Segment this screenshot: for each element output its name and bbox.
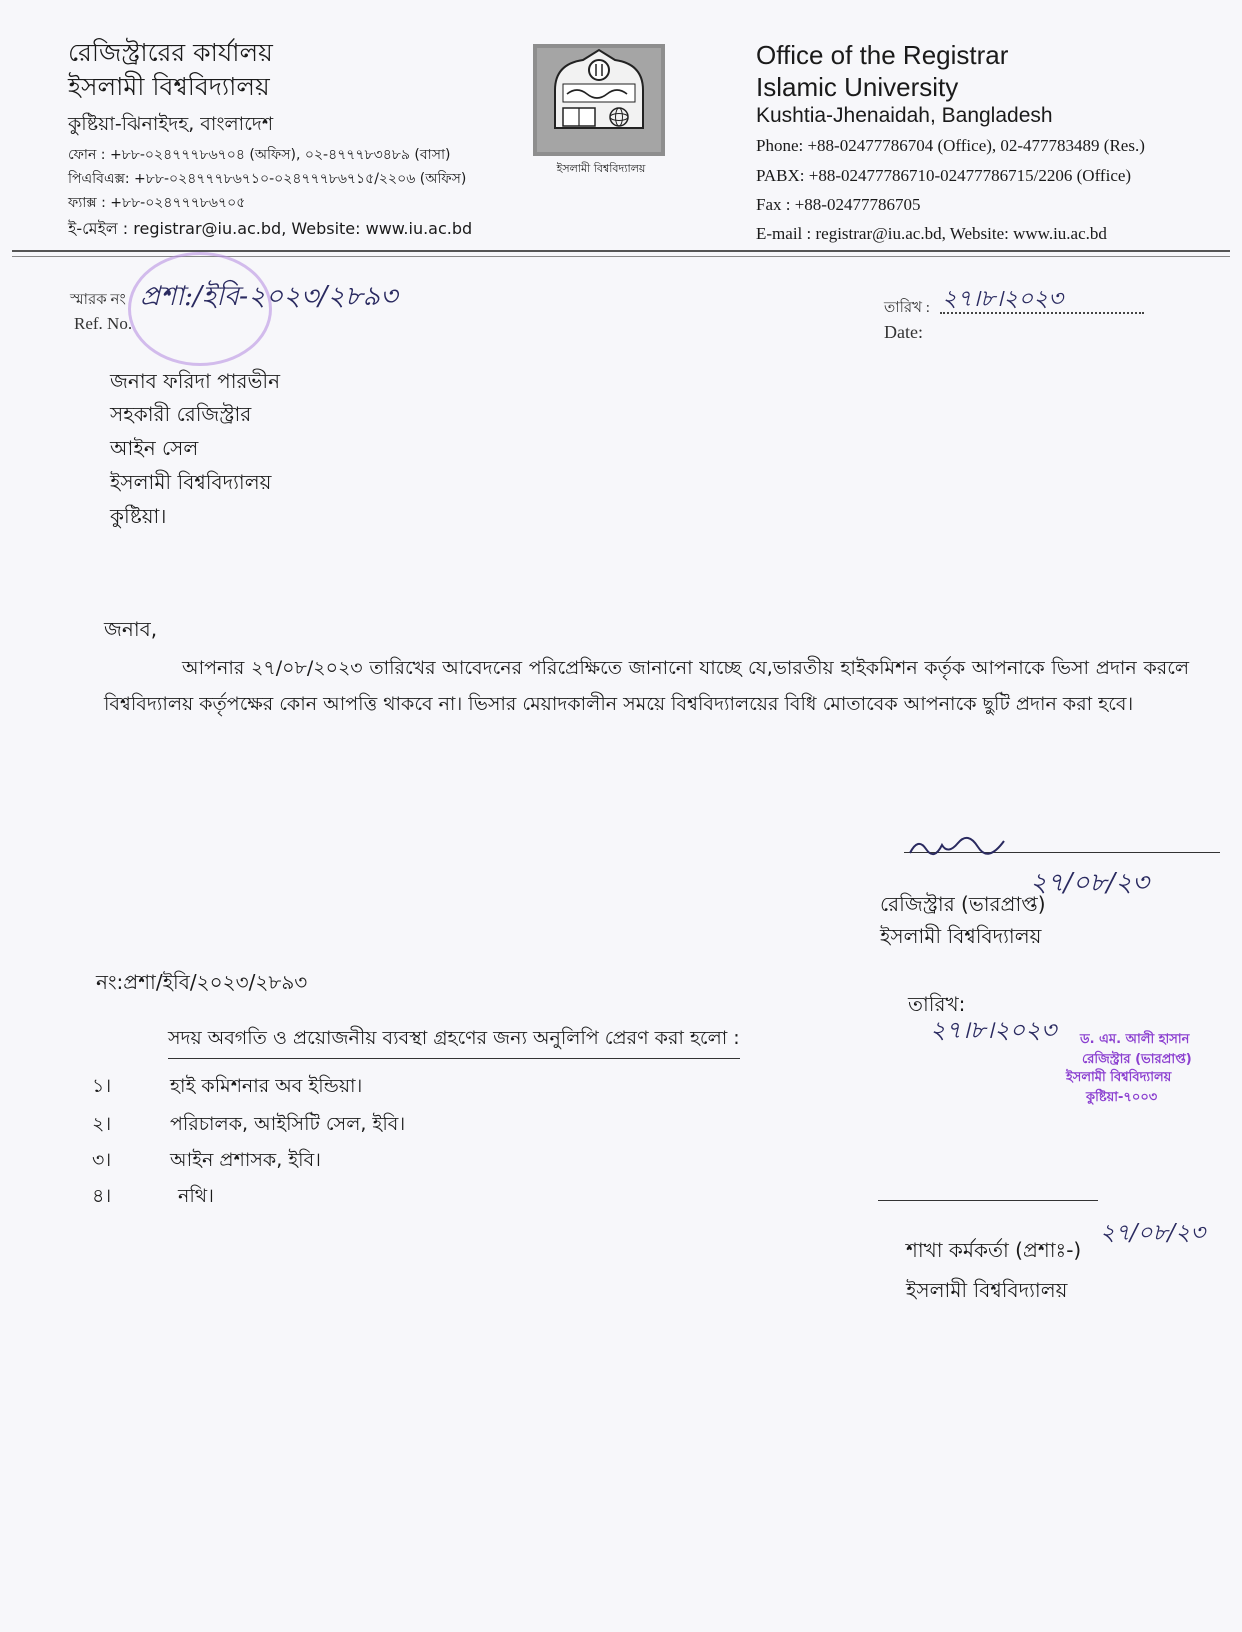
letter-body: আপনার ২৭/০৮/২০২৩ তারিখের আবেদনের পরিপ্রেক্ষিতে জানানো যাচ্ছে যে,ভারতীয় হাইকমিশন কর্তৃক আপনাকে ভিসা প্রদান করলে বিশ্ববিদ্যালয় কর্তৃপক্ষের কোন আপত্তি থাকবে না। ভিসার মেয়াদকালীন সময়ে বিশ্ববিদ্যালয়ের বিধি মোতাবেক আপনাকে ছুটি প্রদান করা হবে। <box>104 657 1189 715</box>
registrar-handwritten-date: ২৭/০৮/২৩ <box>1030 868 1149 898</box>
handwritten-signature <box>908 835 1008 859</box>
copy-item-2-text: পরিচালক, আইসিটি সেল, ইবি। <box>170 1113 406 1135</box>
header-en-phone: Phone: +88-02477786704 (Office), 02-477783489 (Res.) <box>756 136 1145 155</box>
copy-item-1-text: হাই কমিশনার অব ইন্ডিয়া। <box>170 1075 363 1097</box>
ref-label-bn: স্মারক নং <box>70 292 126 308</box>
recipient-line-2: সহকারী রেজিস্ট্রার <box>110 402 252 426</box>
stamp-name: ড. এম. আলী হাসান <box>1080 1032 1190 1047</box>
copy-item-3-num: ৩। <box>92 1149 112 1171</box>
salutation: জনাব, <box>104 617 158 641</box>
copy-item-3-text: আইন প্রশাসক, ইবি। <box>170 1149 321 1171</box>
recipient-line-5: কুষ্টিয়া। <box>110 504 167 528</box>
header-en-pabx: PABX: +88-02477786710-02477786715/2206 (Office) <box>756 166 1132 185</box>
header-en-fax: Fax : +88-02477786705 <box>756 195 921 214</box>
stamp-location: কুষ্টিয়া-৭০০৩ <box>1086 1090 1158 1105</box>
ref-number: প্রশা:/ইবি-২০২৩/২৮৯৩ <box>140 281 398 312</box>
logo-caption: ইসলামী বিশ্ববিদ্যালয় <box>556 162 646 175</box>
recipient-line-4: ইসলামী বিশ্ববিদ্যালয় <box>110 470 272 494</box>
header-bn-office: রেজিস্ট্রারের কার্যালয় <box>68 38 273 67</box>
registrar-date-value: ২৭।৮।২০২৩ <box>930 1016 1057 1044</box>
university-logo <box>533 44 665 156</box>
date-label-en: Date: <box>884 322 923 342</box>
copy-intro: সদয় অবগতি ও প্রয়োজনীয় ব্যবস্থা গ্রহণের জন্য অনুলিপি প্রেরণ করা হলো : <box>168 1024 740 1059</box>
section-officer-title: শাখা কর্মকর্তা (প্রশাঃ-) <box>906 1238 1082 1262</box>
date-label-bn: তারিখ : <box>884 300 930 316</box>
copy-item-4-text: নথি। <box>178 1185 214 1207</box>
header-bn-university: ইসলামী বিশ্ববিদ্যালয় <box>68 72 270 101</box>
header-bn-fax: ফ্যাক্স : +৮৮-০২৪৭৭৭৮৬৭০৫ <box>68 195 246 211</box>
header-en-university: Islamic University <box>756 72 959 102</box>
registrar-title: রেজিস্ট্রার (ভারপ্রাপ্ত) <box>880 892 1046 916</box>
ref-label-en: Ref. No. <box>74 314 133 333</box>
header-bn-phone: ফোন : +৮৮-০২৪৭৭৭৮৬৭০৪ (অফিস), ০২-৪৭৭৭৮৩৪৮৯ (বাসা) <box>68 147 451 163</box>
section-handwritten-date: ২৭/০৮/২৩ <box>1100 1220 1206 1246</box>
date-value: ২৭।৮।২০২৩ <box>942 286 1064 312</box>
header-en-email: E-mail : registrar@iu.ac.bd, Website: www.iu.ac.bd <box>756 224 1107 243</box>
registrar-date-label: তারিখ: <box>908 992 966 1016</box>
copy-item-2-num: ২। <box>92 1113 112 1135</box>
copy-memo-number: নং:প্রশা/ইবি/২০২৩/২৮৯৩ <box>96 970 308 994</box>
header-bn-email: ই-মেইল : registrar@iu.ac.bd, Website: www.iu.ac.bd <box>68 219 473 238</box>
stamp-org: ইসলামী বিশ্ববিদ্যালয় <box>1066 1070 1172 1085</box>
copy-item-4-num: ৪। <box>92 1185 112 1207</box>
stamp-title: রেজিস্ট্রার (ভারপ্রাপ্ত) <box>1082 1052 1192 1067</box>
header-en-location: Kushtia-Jhenaidah, Bangladesh <box>756 104 1053 127</box>
recipient-line-1: জনাব ফরিদা পারভীন <box>110 369 281 393</box>
header-bn-pabx: পিএবিএক্স: +৮৮-০২৪৭৭৭৮৬৭১০-০২৪৭৭৭৮৬৭১৫/২২০৬ (অফিস) <box>68 171 467 187</box>
section-officer-org: ইসলামী বিশ্ববিদ্যালয় <box>906 1278 1068 1302</box>
header-en-office: Office of the Registrar <box>756 40 1009 70</box>
copy-item-1-num: ১। <box>92 1075 112 1097</box>
recipient-line-3: আইন সেল <box>110 436 199 460</box>
header-bn-location: কুষ্টিয়া-ঝিনাইদহ, বাংলাদেশ <box>68 113 274 135</box>
section-signature-line <box>878 1200 1098 1201</box>
registrar-org: ইসলামী বিশ্ববিদ্যালয় <box>880 924 1042 948</box>
